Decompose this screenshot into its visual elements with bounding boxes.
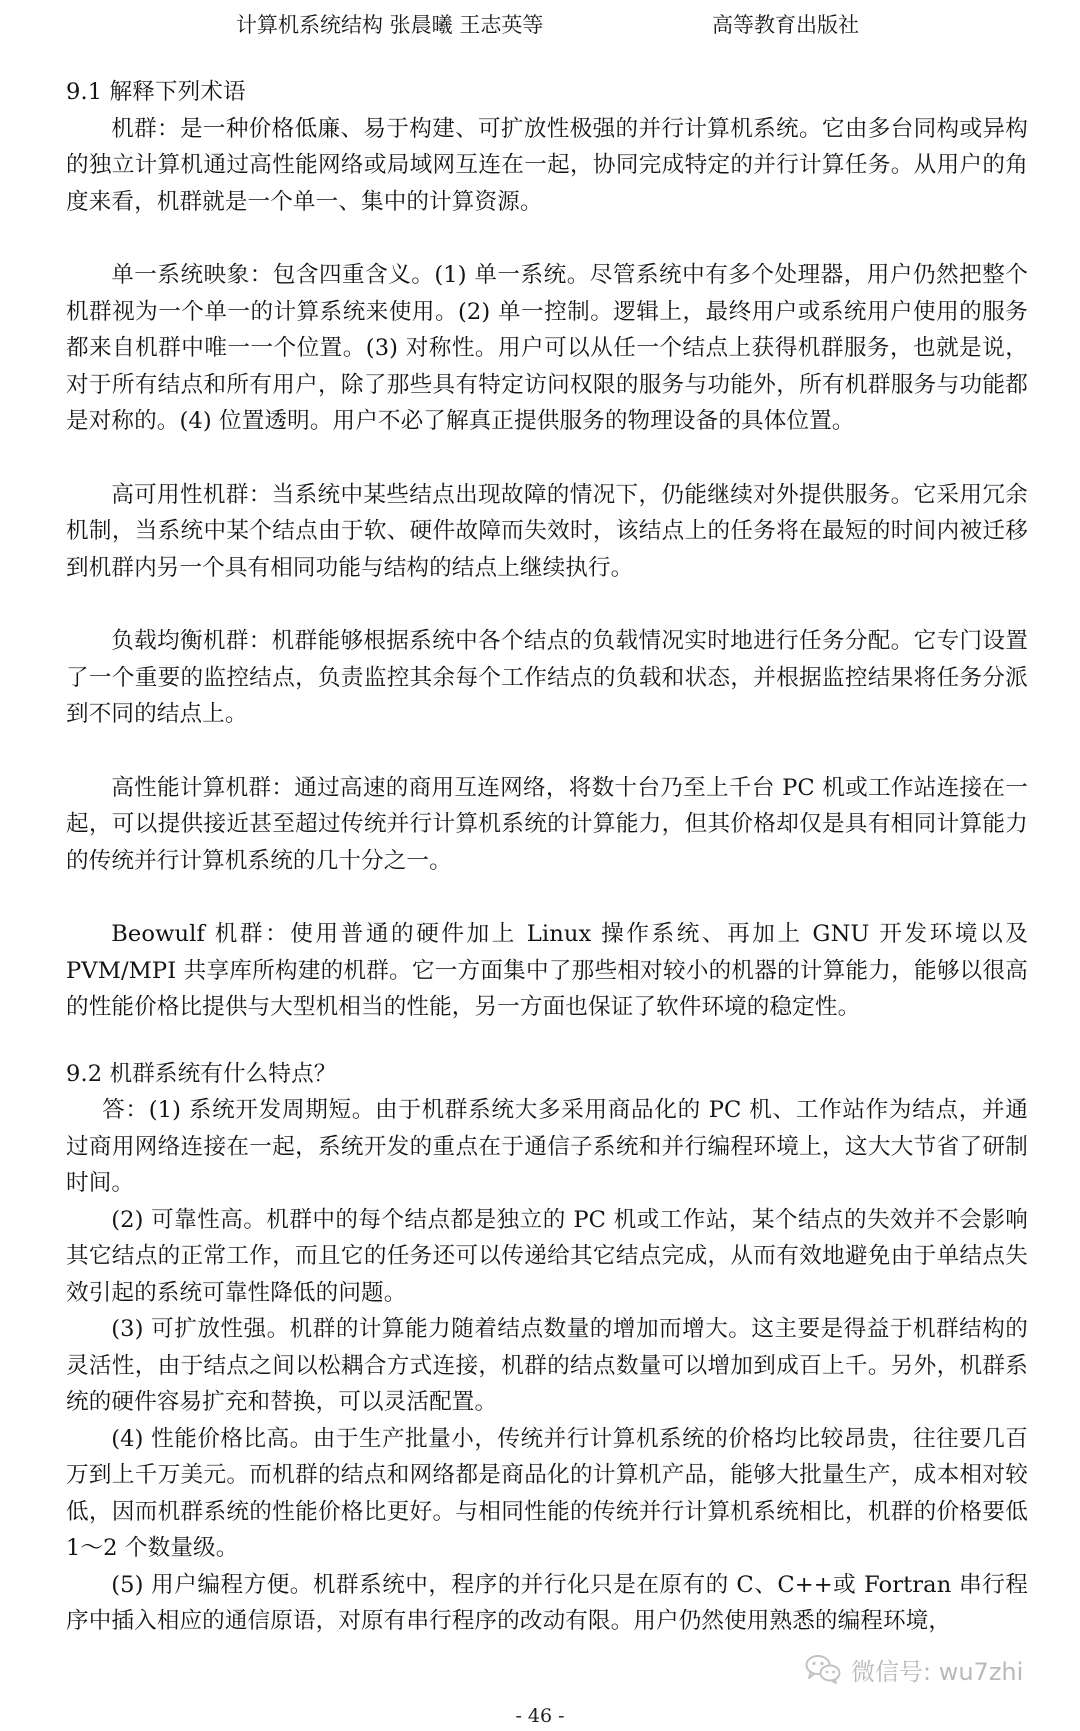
answer-point-1: 答：(1) 系统开发周期短。由于机群系统大多采用商品化的 PC 机、工作站作为结点，并通过商用网络连接在一起，系统开发的重点在于通信子系统和并行编程环境上，这大大节省了研制时间。 bbox=[66, 1097, 1028, 1196]
paragraph-cluster: 机群：是一种价格低廉、易于构建、可扩放性极强的并行计算机系统。它由多台同构或异构的独立计算机通过高性能网络或局域网互连在一起，协同完成特定的并行计算任务。从用户的角度来看，机群就是一个单一、集中的计算资源。 bbox=[66, 115, 1028, 215]
answer-point-2: (2) 可靠性高。机群中的每个结点都是独立的 PC 机或工作站，某个结点的失效并不会影响其它结点的正常工作，而且它的任务还可以传递给其它结点完成，从而有效地避免由于单结点失效引起的系统可靠性降低的问题。 bbox=[66, 1206, 1028, 1306]
paragraph-high-availability-cluster: 高可用性机群：当系统中某些结点出现故障的情况下，仍能继续对外提供服务。它采用冗余机制，当系统中某个结点由于软、硬件故障而失效时，该结点上的任务将在最短的时间内被迁移到机群内另一个具有相同功能与结构的结点上继续执行。 bbox=[66, 481, 1028, 581]
answer-point-4: (4) 性能价格比高。由于生产批量小，传统并行计算机系统的价格均比较昂贵，往往要几百万到上千万美元。而机群的结点和网络都是商品化的计算机产品，能够大批量生产，成本相对较低，因而机群系统的性能价格比更好。与相同性能的传统并行计算机系统相比，机群的价格要低 1～2 个数量级。 bbox=[66, 1425, 1028, 1561]
answer-point-3: (3) 可扩放性强。机群的计算能力随着结点数量的增加而增大。这主要是得益于机群结构的灵活性，由于结点之间以松耦合方式连接，机群的结点数量可以增加到成百上千。另外，机群系统的硬件容易扩充和替换，可以灵活配置。 bbox=[66, 1316, 1028, 1415]
page-header bbox=[0, 10, 1080, 40]
paragraph-load-balancing-cluster: 负载均衡机群：机群能够根据系统中各个结点的负载情况实时地进行任务分配。它专门设置了一个重要的监控结点，负责监控其余每个工作结点的负载和状态，并根据监控结果将任务分派到不同的结点上。 bbox=[66, 628, 1028, 727]
answer-point-5: (5) 用户编程方便。机群系统中，程序的并行化只是在原有的 C、C++或 Fortran 串行程序中插入相应的通信原语，对原有串行程序的改动有限。用户仍然使用熟悉的编程环境， bbox=[66, 1571, 1028, 1634]
page-content bbox=[66, 74, 1028, 1640]
wechat-watermark bbox=[805, 1649, 1023, 1689]
section-heading-9-1: 9.1 解释下列术语 bbox=[66, 79, 246, 105]
watermark-text: 微信号: wu7zhi bbox=[851, 1657, 1024, 1686]
publisher: 高等教育出版社 bbox=[712, 13, 859, 37]
paragraph-single-system-image: 单一系统映象：包含四重含义。(1) 单一系统。尽管系统中有多个处理器，用户仍然把整个机群视为一个单一的计算系统来使用。(2) 单一控制。逻辑上，最终用户或系统用户使用的服务都来自机群中唯一一个位置。(3) 对称性。用户可以从任一个结点上获得机群服务，也就是说，对于所有结点和所有用户，除了那些具有特定访问权限的服务与功能外，所有机群服务与功能都是对称的。(4) 位置透明。用户不必了解真正提供服务的物理设备的具体位置。 bbox=[66, 262, 1028, 434]
paragraph-hpc-cluster: 高性能计算机群：通过高速的商用互连网络，将数十台乃至上千台 PC 机或工作站连接在一起，可以提供接近甚至超过传统并行计算机系统的计算能力，但其价格却仅是具有相同计算能力的传统并行计算机系统的几十分之一。 bbox=[66, 774, 1028, 874]
paragraph-beowulf-cluster: Beowulf 机群：使用普通的硬件加上 Linux 操作系统、再加上 GNU 开发环境以及 PVM/MPI 共享库所构建的机群。它一方面集中了那些相对较小的机器的计算能力，能够以很高的性能价格比提供与大型机相当的性能，另一方面也保证了软件环境的稳定性。 bbox=[66, 921, 1028, 1020]
page-number: - 46 - bbox=[515, 1705, 565, 1727]
book-title: 计算机系统结构 张晨曦 王志英等 bbox=[236, 13, 544, 37]
wechat-icon bbox=[805, 1654, 841, 1684]
section-heading-9-2: 9.2 机群系统有什么特点？ bbox=[66, 1060, 337, 1087]
